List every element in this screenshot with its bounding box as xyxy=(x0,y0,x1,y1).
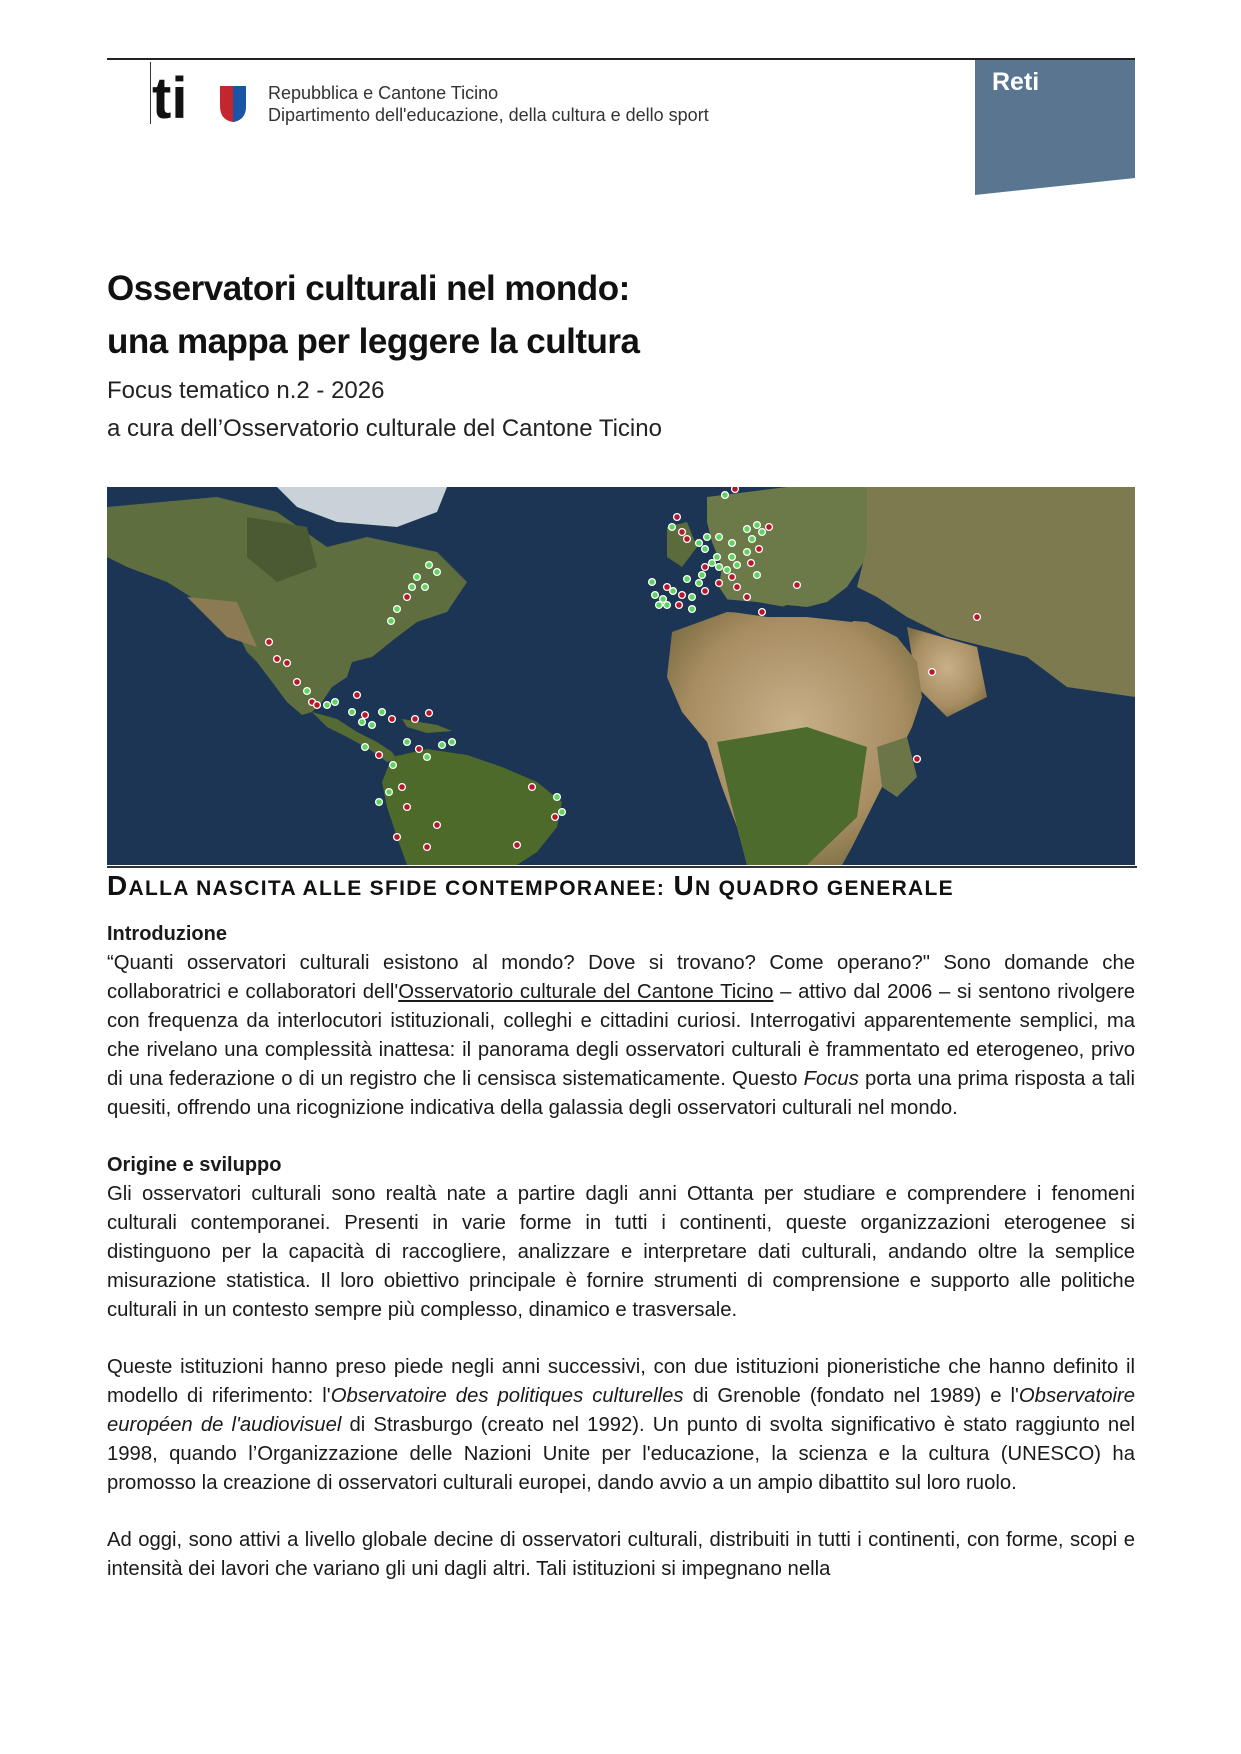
map-marker xyxy=(294,679,301,686)
map-marker xyxy=(974,614,981,621)
map-marker xyxy=(332,699,339,706)
map-marker xyxy=(744,526,751,533)
subtitle-author: a cura dell’Osservatorio culturale del Cantone Ticino xyxy=(107,415,662,442)
map-marker xyxy=(734,584,741,591)
map-marker xyxy=(416,746,423,753)
map-marker xyxy=(684,576,691,583)
map-marker xyxy=(656,602,663,609)
map-marker xyxy=(744,549,751,556)
series-label: Reti xyxy=(992,68,1040,96)
map-marker xyxy=(394,834,401,841)
map-marker xyxy=(702,588,709,595)
institution-line-2: Dipartimento dell'educazione, della cultura e dello sport xyxy=(268,105,709,125)
subtitle-issue: Focus tematico n.2 - 2026 xyxy=(107,377,385,404)
map-marker xyxy=(274,656,281,663)
map-marker xyxy=(379,709,386,716)
world-map-image xyxy=(107,487,1135,865)
map-marker xyxy=(684,536,691,543)
observatory-link[interactable]: Osservatorio culturale del Cantone Ticino xyxy=(398,981,774,1003)
map-marker xyxy=(689,594,696,601)
institution-line-1: Repubblica e Cantone Ticino xyxy=(268,83,499,103)
map-marker xyxy=(702,546,709,553)
title-line-1: Osservatori culturali nel mondo: xyxy=(107,269,630,308)
map-marker xyxy=(449,739,456,746)
map-marker xyxy=(376,799,383,806)
map-marker xyxy=(376,752,383,759)
origin-paragraph-1: Gli osservatori culturali sono realtà nate a partire dagli anni Ottanta per studiare e comprendere i fenomeni culturali contemporanei. Presenti in varie forme in tutti i continenti, queste organizzazioni eterogenee si distinguono per la capacità di raccogliere, analizzare e interpretare dati culturali, andando oltre la semplice misurazione statistica. Il loro obiettivo principale è fornire strumenti di comprensione e supporto alle politiche culturali in un contesto sempre più complesso, dinamico e trasversale. xyxy=(107,1183,1135,1321)
institution-name xyxy=(268,82,709,126)
map-marker xyxy=(702,564,709,571)
map-marker xyxy=(724,567,731,574)
map-marker xyxy=(386,789,393,796)
map-marker xyxy=(696,540,703,547)
map-marker xyxy=(434,569,441,576)
map-marker xyxy=(424,754,431,761)
origin-paragraph-3: Ad oggi, sono attivi a livello globale decine di osservatori culturali, distribuiti in tutti i continenti, con forme, scopi e intensità dei lavori che variano gli uni dagli altri. Tali istituzioni si impegnano nella xyxy=(107,1529,1135,1580)
map-marker xyxy=(652,592,659,599)
map-marker xyxy=(729,540,736,547)
map-marker xyxy=(404,594,411,601)
map-marker xyxy=(359,719,366,726)
map-marker xyxy=(704,534,711,541)
map-marker xyxy=(716,564,723,571)
map-marker xyxy=(354,692,361,699)
map-marker xyxy=(766,524,773,531)
origin-heading: Origine e sviluppo xyxy=(107,1154,282,1176)
map-marker xyxy=(929,669,936,676)
map-marker xyxy=(412,716,419,723)
map-marker xyxy=(914,756,921,763)
map-marker xyxy=(716,534,723,541)
subtitle xyxy=(107,372,662,448)
map-marker xyxy=(349,709,356,716)
map-marker xyxy=(388,618,395,625)
map-marker xyxy=(794,582,801,589)
title-line-2: una mappa per leggere la cultura xyxy=(107,322,640,361)
map-marker xyxy=(679,529,686,536)
map-marker xyxy=(679,592,686,599)
section-rule xyxy=(107,866,1137,868)
map-marker xyxy=(722,492,729,499)
map-marker xyxy=(439,742,446,749)
map-marker xyxy=(324,702,331,709)
map-marker xyxy=(404,739,411,746)
map-marker xyxy=(369,722,376,729)
map-marker xyxy=(699,572,706,579)
map-marker xyxy=(696,580,703,587)
page-title xyxy=(107,262,640,368)
map-marker xyxy=(404,804,411,811)
map-marker xyxy=(304,688,311,695)
map-marker xyxy=(390,762,397,769)
map-marker xyxy=(689,606,696,613)
map-marker xyxy=(414,574,421,581)
map-marker xyxy=(426,562,433,569)
map-marker xyxy=(734,562,741,569)
map-marker xyxy=(552,814,559,821)
intro-heading: Introduzione xyxy=(107,923,227,945)
map-marker xyxy=(424,844,431,851)
map-marker xyxy=(314,702,321,709)
map-marker xyxy=(709,560,716,567)
map-marker xyxy=(759,529,766,536)
map-marker xyxy=(744,594,751,601)
map-marker xyxy=(514,842,521,849)
map-marker xyxy=(389,716,396,723)
map-marker xyxy=(748,560,755,567)
map-marker xyxy=(714,554,721,561)
map-marker xyxy=(676,602,683,609)
map-marker xyxy=(559,809,566,816)
map-marker xyxy=(729,574,736,581)
map-marker xyxy=(670,588,677,595)
map-marker xyxy=(649,579,656,586)
map-marker xyxy=(674,514,681,521)
map-marker xyxy=(266,639,273,646)
map-marker xyxy=(756,546,763,553)
article-body xyxy=(107,920,1135,1584)
map-marker xyxy=(409,584,416,591)
map-marker xyxy=(362,712,369,719)
map-marker xyxy=(732,487,739,492)
map-marker xyxy=(749,536,756,543)
logo-separator xyxy=(150,62,151,124)
logo-text: ti xyxy=(152,66,188,124)
map-marker xyxy=(362,744,369,751)
intro-paragraph: “Quanti osservatori culturali esistono al mondo? Dove si trovano? Come operano?" Sono domande che collaboratrici e collaboratori dell'Osservatorio culturale del Cantone Ticino – attivo dal 2006 – si sentono rivolgere con frequenza da interlocutori istituzionali, colleghi e cittadini curiosi. Interrogativi apparentemente semplici, ma che rivelano una complessità inattesa: il panorama degli osservatori culturali è frammentato ed eterogeneo, privo di una federazione o di un registro che li censisca sistematicamente. Questo Focus porta una prima risposta a tali quesiti, offrendo una ricognizione indicativa della galassia degli osservatori culturali nel mondo. xyxy=(107,952,1135,1119)
map-marker xyxy=(754,522,761,529)
map-marker xyxy=(759,609,766,616)
map-marker xyxy=(664,602,671,609)
canton-logo xyxy=(150,62,250,124)
section-title: DALLA NASCITA ALLE SFIDE CONTEMPORANEE: UN QUADRO GENERALE xyxy=(107,870,954,901)
map-marker xyxy=(554,794,561,801)
origin-paragraph-2: Queste istituzioni hanno preso piede negli anni successivi, con due istituzioni pioneristiche che hanno definito il modello di riferimento: l'Observatoire des politiques culturelles di Grenoble (fondato nel 1989) e l'Observatoire européen de l'audiovisuel di Strasburgo (creato nel 1992). Un punto di svolta significativo è stato raggiunto nel 1998, quando l’Organizzazione delle Nazioni Unite per l'educazione, la scienza e la cultura (UNESCO) ha promosso la creazione di osservatori culturali europei, dando avvio a un ampio dibattito sul loro ruolo. xyxy=(107,1356,1136,1494)
map-marker xyxy=(422,584,429,591)
map-marker xyxy=(284,660,291,667)
map-marker xyxy=(529,784,536,791)
map-marker xyxy=(669,524,676,531)
map-marker xyxy=(716,580,723,587)
map-marker xyxy=(394,606,401,613)
map-marker xyxy=(754,572,761,579)
map-marker xyxy=(434,822,441,829)
map-marker xyxy=(426,710,433,717)
map-marker xyxy=(399,784,406,791)
map-marker xyxy=(729,554,736,561)
